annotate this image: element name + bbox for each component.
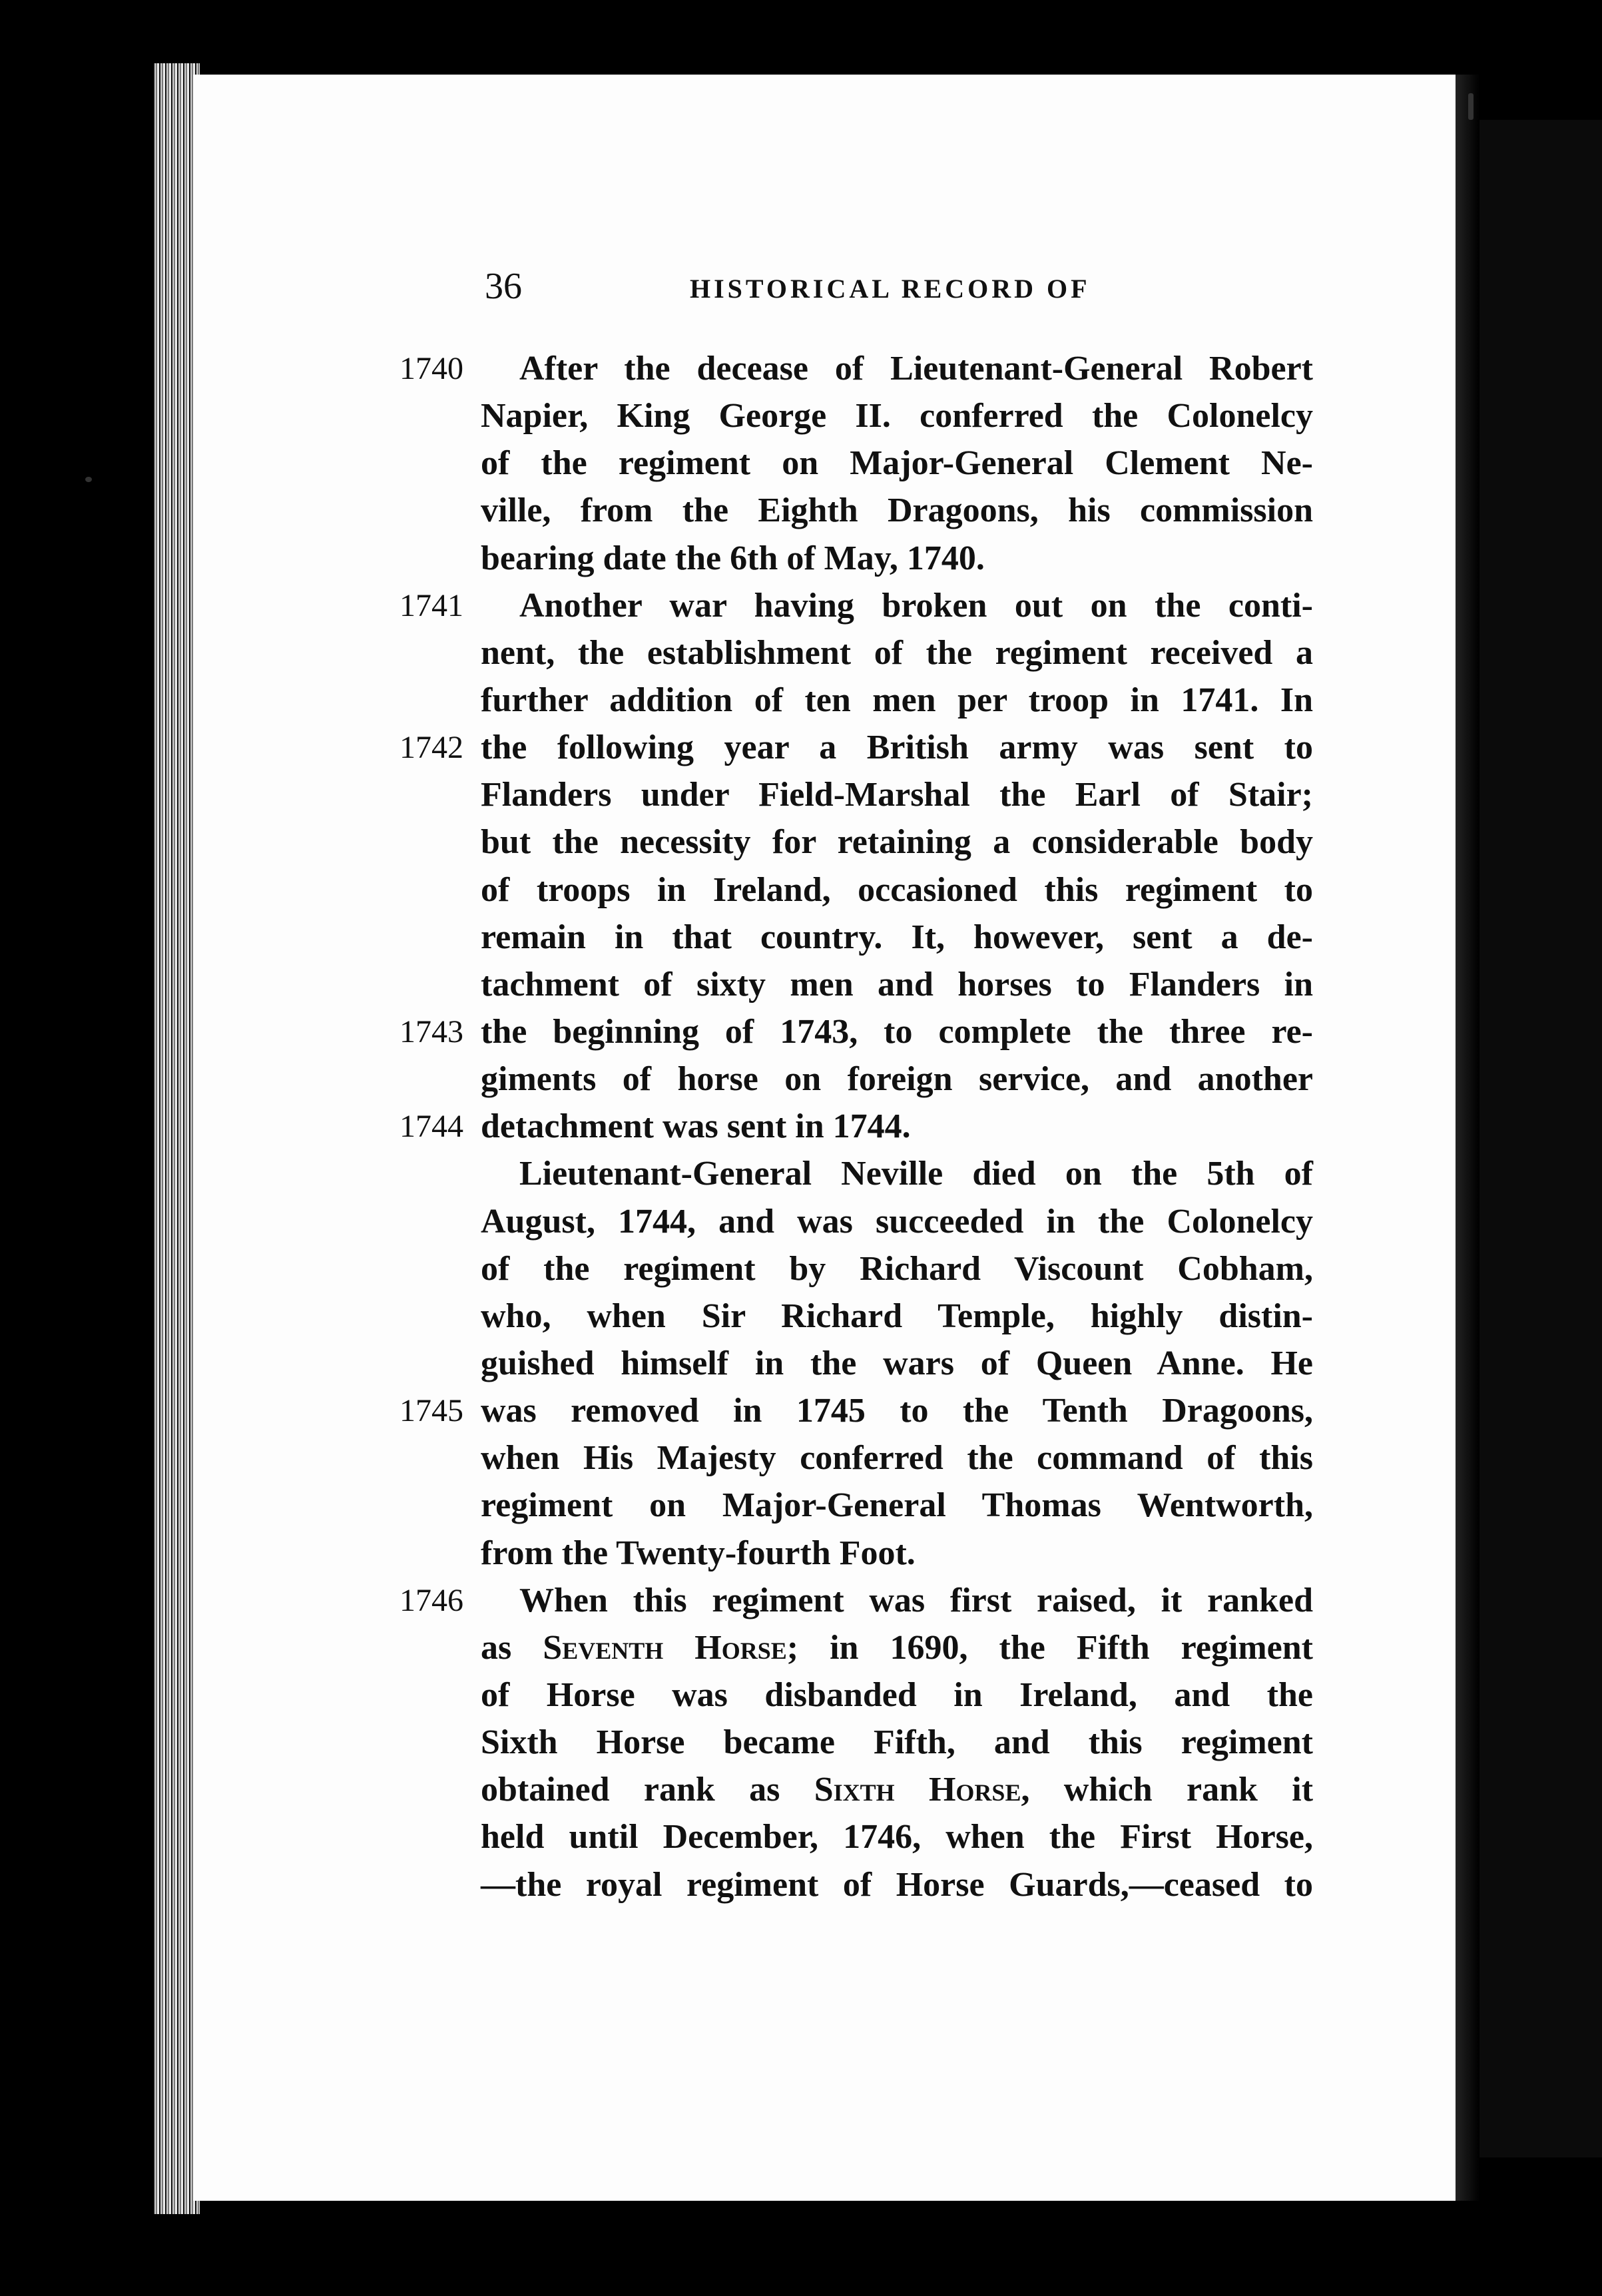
text-line — [400, 1766, 1318, 1813]
text-line — [400, 1434, 1318, 1482]
line-text: tachment of sixty men and horses to Flanders in — [481, 965, 1313, 1004]
line-text: Sixth Horse became Fifth, and this regiment — [481, 1723, 1313, 1762]
line-text: Napier, King George II. conferred the Colonelcy — [481, 397, 1313, 435]
line-text: held until December, 1746, when the First Horse, — [481, 1818, 1313, 1857]
text-line — [400, 487, 1318, 534]
line-text: Flanders under Field-Marshal the Earl of Stair; — [481, 776, 1313, 814]
line-text: After the decease of Lieutenant-General Robert — [519, 350, 1313, 388]
line-text: of the regiment by Richard Viscount Cobham, — [481, 1249, 1313, 1288]
text-line — [400, 1055, 1318, 1103]
scan-speck — [1468, 93, 1473, 120]
text-line — [400, 392, 1318, 439]
text-line — [400, 818, 1318, 866]
line-text: the beginning of 1743, to complete the three re- — [481, 1012, 1313, 1051]
line-text: When this regiment was first raised, it ranked — [519, 1581, 1313, 1619]
text-line — [400, 1719, 1318, 1766]
text-line — [400, 1387, 1318, 1434]
line-text: nent, the establishment of the regiment received a — [481, 633, 1313, 672]
line-text: of the regiment on Major-General Clement Ne- — [481, 444, 1313, 483]
line-text: of troops in Ireland, occasioned this regiment to — [481, 870, 1313, 909]
margin-year: 1744 — [400, 1109, 463, 1145]
book-gutter — [1456, 75, 1479, 2201]
text-line — [400, 1340, 1318, 1387]
page-number: 36 — [485, 266, 522, 307]
text-line — [400, 1624, 1318, 1671]
line-text: further addition of ten men per troop in 1741. In — [481, 681, 1313, 719]
text-line — [400, 866, 1318, 914]
text-line — [400, 1482, 1318, 1529]
text-line — [400, 1245, 1318, 1292]
line-text: —the royal regiment of Horse Guards,—ceased to — [481, 1865, 1313, 1904]
line-text: was removed in 1745 to the Tenth Dragoons, — [481, 1392, 1313, 1430]
line-text: Lieutenant-General Neville died on the 5th of — [519, 1155, 1313, 1193]
text-line — [400, 1008, 1318, 1055]
facing-page — [1479, 120, 1602, 2157]
line-text: when His Majesty conferred the command of this — [481, 1439, 1313, 1478]
text-line — [400, 582, 1318, 629]
margin-year: 1741 — [400, 587, 463, 623]
text-line — [400, 914, 1318, 961]
running-title: HISTORICAL RECORD OF — [690, 274, 1091, 304]
text-line — [400, 724, 1318, 771]
line-text: as Seventh Horse; in 1690, the Fifth regiment — [481, 1628, 1313, 1667]
text-line — [400, 535, 1318, 582]
margin-year: 1745 — [400, 1393, 463, 1429]
margin-year: 1743 — [400, 1013, 463, 1049]
line-text: obtained rank as Sixth Horse, which rank it — [481, 1771, 1314, 1809]
text-line — [400, 771, 1318, 818]
text-line — [400, 1577, 1318, 1624]
text-block — [400, 345, 1318, 1908]
text-line — [400, 439, 1318, 487]
text-line — [400, 961, 1318, 1008]
small-caps-phrase: Seventh Horse — [543, 1628, 787, 1667]
text-line — [400, 1861, 1318, 1908]
line-text: bearing date the 6th of May, 1740. — [481, 539, 985, 577]
line-text: the following year a British army was sent to — [481, 728, 1313, 767]
text-line — [400, 1198, 1318, 1245]
line-text: regiment on Major-General Thomas Wentworth, — [481, 1486, 1313, 1525]
line-text: guished himself in the wars of Queen Anne. He — [481, 1344, 1313, 1382]
line-text: August, 1744, and was succeeded in the Colonelcy — [481, 1202, 1313, 1241]
text-line — [400, 1103, 1318, 1150]
small-caps-phrase: Sixth Horse — [814, 1771, 1021, 1809]
text-line — [400, 629, 1318, 677]
text-line — [400, 1671, 1318, 1719]
text-line — [400, 1530, 1318, 1577]
line-text: Another war having broken out on the conti- — [519, 586, 1313, 625]
text-line — [400, 345, 1318, 392]
line-text: from the Twenty-fourth Foot. — [481, 1534, 916, 1572]
text-line — [400, 1813, 1318, 1861]
margin-year: 1746 — [400, 1582, 463, 1618]
line-text: but the necessity for retaining a considerable body — [481, 823, 1313, 862]
line-text: detachment was sent in 1744. — [481, 1107, 911, 1146]
line-text: of Horse was disbanded in Ireland, and the — [481, 1675, 1313, 1714]
margin-year: 1742 — [400, 730, 463, 766]
line-text: remain in that country. It, however, sent a de- — [481, 918, 1313, 956]
text-line — [400, 1292, 1318, 1340]
text-line — [400, 1150, 1318, 1197]
line-text: ville, from the Eighth Dragoons, his commission — [481, 491, 1313, 530]
text-line — [400, 677, 1318, 724]
margin-year: 1740 — [400, 351, 463, 386]
line-text: giments of horse on foreign service, and another — [481, 1060, 1313, 1099]
scan-speck — [85, 477, 92, 482]
line-text: who, when Sir Richard Temple, highly distin- — [481, 1296, 1313, 1335]
